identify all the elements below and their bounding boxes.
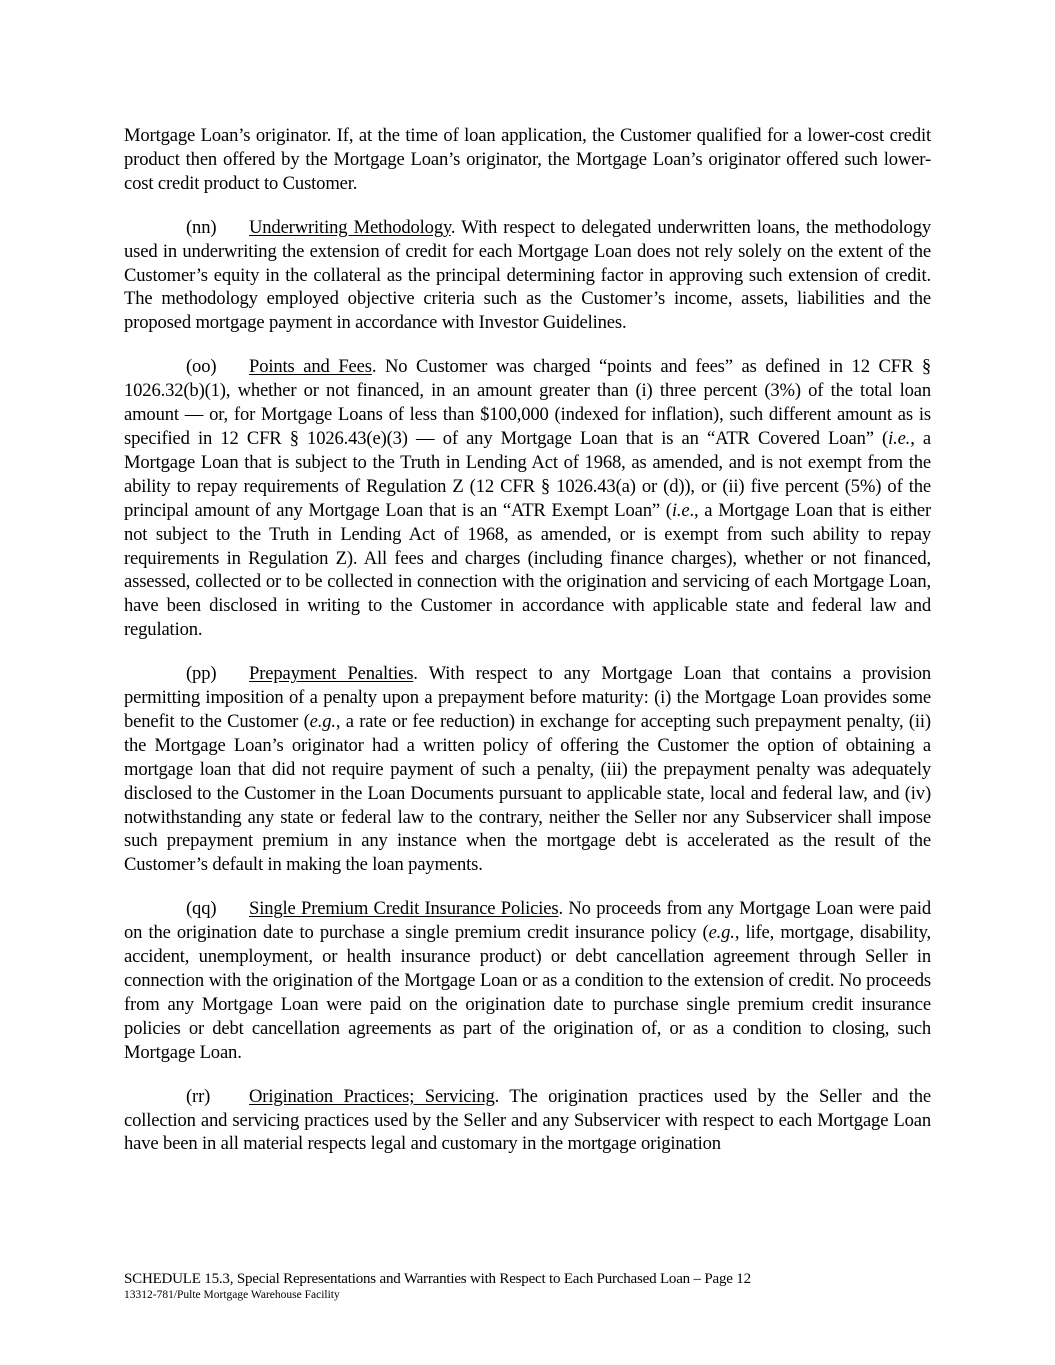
section-heading: Prepayment Penalties: [249, 663, 414, 685]
section-number: (pp): [186, 663, 217, 685]
section-heading: Points and Fees: [249, 356, 372, 378]
section-rr: [124, 1085, 931, 1157]
section-body: . The origination practices used by the Seller and the collection and servicing practices used by the Seller and any Subservicer with respect to each Mortgage Loan have been in all material respects legal and customary in the mortgage origination: [124, 1085, 931, 1155]
section-qq: [124, 897, 931, 1064]
section-body: . With respect to any Mortgage Loan that contains a provision permitting imposition of a penalty upon a prepayment before maturity: (i) the Mortgage Loan provides some benefit to the Customer (: [124, 663, 932, 732]
document-page: [124, 124, 931, 1176]
italic-ie: i.e: [671, 499, 690, 521]
page-footer: [124, 1270, 931, 1302]
italic-eg: e.g.: [708, 922, 735, 944]
section-body: , life, mortgage, disability, accident, unemployment, or health insurance product) or debt cancellation agreement through Seller in connection with the origination of the Mortgage Loan or as a condition to the extension of credit. No proceeds from any Mortgage Loan were paid on the origination date to purchase single premium credit insurance policies or debt cancellation agreements as part of the origination of, or as a condition to closing, such Mortgage Loan.: [124, 922, 932, 1063]
section-pp: [124, 662, 931, 877]
section-number: (qq): [186, 898, 217, 920]
italic-ie: i.e.: [888, 427, 911, 449]
section-body: , a rate or fee reduction) in exchange for accepting such prepayment penalty, (ii) the Mortgage Loan’s originator had a written policy of offering the Customer the option of obtaining a mortgage loan that did not require payment of such a penalty, (iii) the prepayment penalty was adequately disclosed to the Customer in the Loan Documents pursuant to applicable state, local and federal law, and (iv) notwithstanding any state or federal law to the contrary, neither the Seller nor any Subservicer shall impose such prepayment premium in any instance when the mortgage debt is accelerated as the result of the Customer’s default in making the loan payments.: [124, 710, 931, 876]
section-heading: Origination Practices; Servicing: [249, 1085, 495, 1107]
section-body: ., a Mortgage Loan that is either not subject to the Truth in Lending Act of 1968, as amended, or is exempt from such ability to repay requirements in Regulation Z). All fees and charges (including finance charges), whether or not financed, assessed, collected or to be collected in connection with the origination and servicing of each Mortgage Loan, have been disclosed in writing to the Customer in accordance with applicable state and federal law and regulation.: [124, 499, 931, 641]
section-number: (nn): [186, 216, 217, 238]
italic-eg: e.g.: [309, 710, 336, 732]
section-body: , a Mortgage Loan that is subject to the Truth in Lending Act of 1968, as amended, and is not exempt from the ability to repay requirements of Regulation Z (12 CFR § 1026.43(a) or (d)), or (ii) five percent (5%) of the principal amount of any Mortgage Loan that is an “ATR Exempt Loan” (: [124, 427, 931, 521]
section-number: (oo): [186, 356, 217, 378]
section-number: (rr): [186, 1085, 211, 1107]
section-nn: [124, 216, 931, 336]
section-body: . With respect to delegated underwritten loans, the methodology used in underwriting the extension of credit for each Mortgage Loan does not rely solely on the extent of the Customer’s equity in the collateral as the principal determining factor in approving such extension of credit. The methodology employed objective criteria such as the Customer’s income, assets, liabilities and the proposed mortgage payment in accordance with Investor Guidelines.: [124, 216, 931, 334]
section-heading: Single Premium Credit Insurance Policies: [249, 898, 559, 920]
footer-doc-id: 13312-781/Pulte Mortgage Warehouse Facility: [124, 1289, 340, 1301]
footer-schedule-line: SCHEDULE 15.3, Special Representations and Warranties with Respect to Each Purchased Loan – Page 12: [124, 1271, 751, 1287]
continuation-paragraph: Mortgage Loan’s originator. If, at the time of loan application, the Customer qualified for a lower-cost credit product then offered by the Mortgage Loan’s originator, the Mortgage Loan’s originator offered such lower-cost credit product to Customer.: [124, 125, 931, 194]
section-body: . No Customer was charged “points and fees” as defined in 12 CFR § 1026.32(b)(1), whether or not financed, in an amount greater than (i) three percent (3%) of the total loan amount — or, for Mortgage Loans of less than $100,000 (indexed for inflation), such different amount as is specified in 12 CFR § 1026.43(e)(3) — of any Mortgage Loan that is an “ATR Covered Loan” (: [124, 356, 931, 449]
section-heading: Underwriting Methodology: [249, 216, 451, 238]
section-body: . No proceeds from any Mortgage Loan were paid on the origination date to purchase a single premium credit insurance policy (: [124, 898, 931, 944]
section-oo: [124, 355, 931, 642]
